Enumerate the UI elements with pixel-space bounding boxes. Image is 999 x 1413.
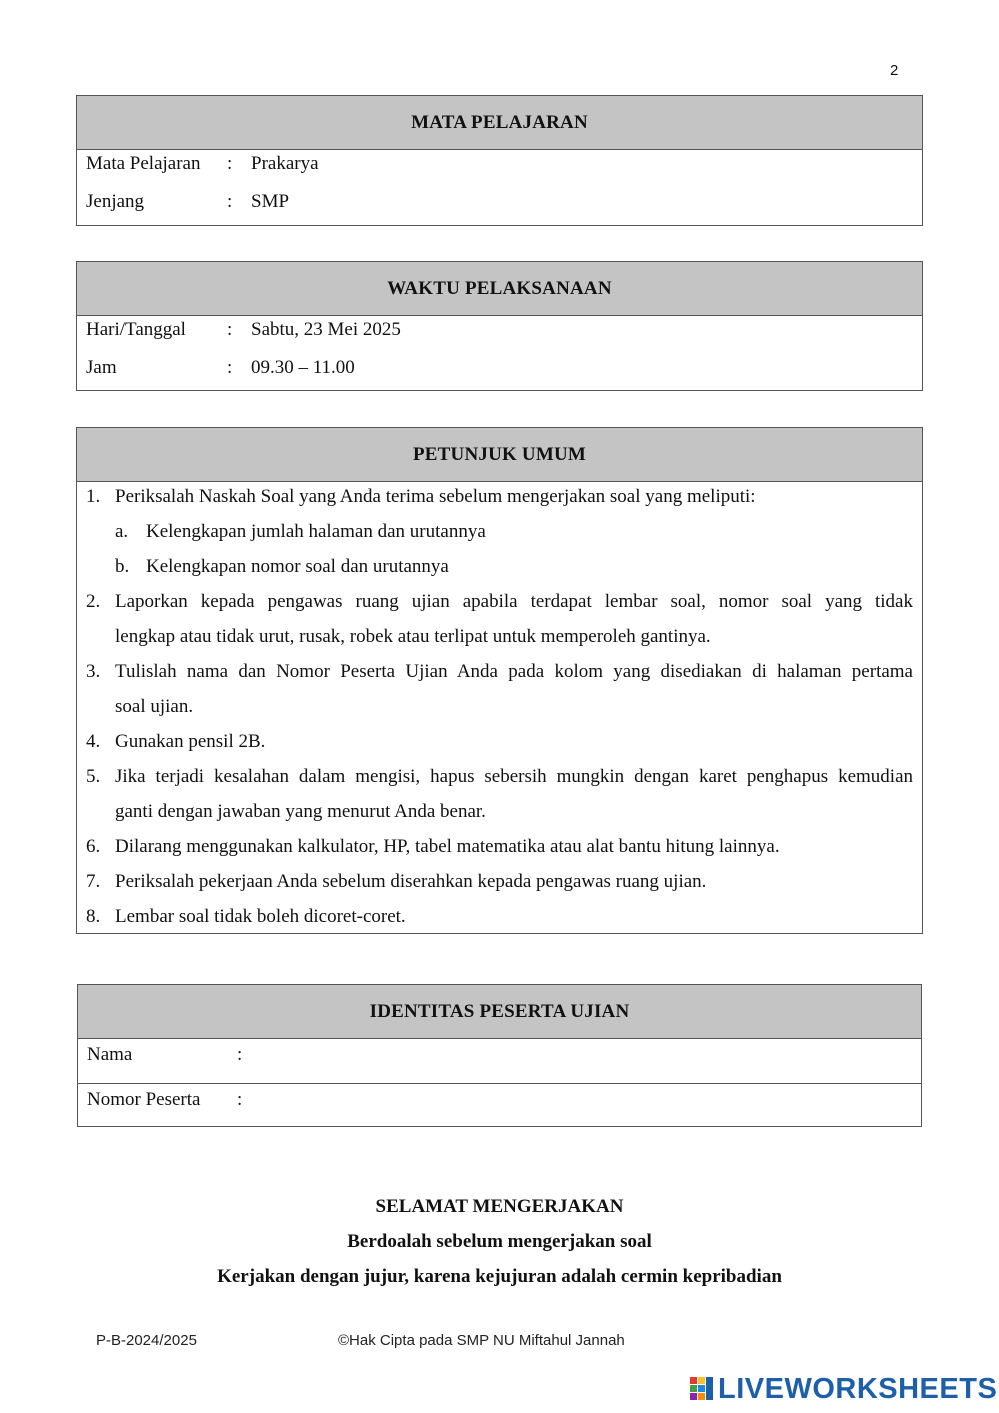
item-number: 5. [86, 766, 101, 787]
subitem-letter: b. [115, 556, 130, 577]
participant-number-label: Nomor Peserta [87, 1089, 201, 1110]
subject-value: Prakarya [251, 153, 319, 174]
list-subitem [77, 549, 922, 584]
time-colon: : [227, 357, 233, 378]
list-item [77, 759, 922, 794]
date-colon: : [227, 319, 233, 340]
item-text: Laporkan kepada pengawas ruang ujian apabila terdapat lembar soal, nomor soal yang tidak [115, 591, 913, 612]
participant-identity-title: IDENTITAS PESERTA UJIAN [78, 985, 921, 1039]
instructions-box-title: PETUNJUK UMUM [77, 428, 922, 482]
closing-greeting: SELAMAT MENGERJAKAN [375, 1196, 624, 1217]
level-label: Jenjang [86, 191, 145, 212]
item-number: 2. [86, 591, 101, 612]
subject-box [76, 95, 923, 226]
name-label: Nama [87, 1044, 133, 1065]
list-subitem [77, 514, 922, 549]
item-text: Lembar soal tidak boleh dicoret-coret. [115, 906, 406, 927]
time-label: Jam [86, 357, 117, 378]
subject-label: Mata Pelajaran [86, 153, 201, 174]
closing-prayer: Berdoalah sebelum mengerjakan soal [347, 1231, 652, 1252]
list-item [77, 829, 922, 864]
item-text: ganti dengan jawaban yang menurut Anda benar. [115, 801, 486, 822]
list-item-continuation [77, 689, 922, 724]
subject-row [77, 150, 922, 188]
participant-number-field-row[interactable] [78, 1084, 921, 1128]
liveworksheets-logo [690, 1372, 997, 1406]
item-text: Periksalah Naskah Soal yang Anda terima sebelum mengerjakan soal yang meliputi: [115, 486, 756, 507]
date-row [77, 316, 922, 354]
time-row [77, 354, 922, 392]
item-text: Gunakan pensil 2B. [115, 731, 266, 752]
item-number: 6. [86, 836, 101, 857]
item-text: soal ujian. [115, 696, 194, 717]
list-item-continuation [77, 794, 922, 829]
instructions-box [76, 427, 923, 934]
participant-identity-box [77, 984, 922, 1127]
list-item [77, 479, 922, 514]
schedule-box-title: WAKTU PELAKSANAAN [77, 262, 922, 316]
schedule-box [76, 261, 923, 391]
list-item [77, 584, 922, 619]
list-item-continuation [77, 619, 922, 654]
item-text: Jika terjadi kesalahan dalam mengisi, hapus sebersih mungkin dengan karet penghapus kemudian [115, 766, 913, 787]
date-value: Sabtu, 23 Mei 2025 [251, 319, 401, 340]
list-item [77, 654, 922, 689]
subject-colon: : [227, 153, 233, 174]
participant-number-colon: : [237, 1089, 243, 1110]
item-text: lengkap atau tidak urut, rusak, robek atau terlipat untuk memperoleh gantinya. [115, 626, 711, 647]
closing-honesty: Kerjakan dengan jujur, karena kejujuran adalah cermin kepribadian [217, 1266, 782, 1287]
subject-box-title: MATA PELAJARAN [77, 96, 922, 150]
item-number: 3. [86, 661, 101, 682]
list-item [77, 724, 922, 759]
subitem-letter: a. [115, 521, 129, 542]
level-value: SMP [251, 191, 290, 212]
item-number: 4. [86, 731, 101, 752]
item-text: Dilarang menggunakan kalkulator, HP, tabel matematika atau alat bantu hitung lainnya. [115, 836, 780, 857]
page-number: 2 [890, 62, 899, 79]
item-text: Periksalah pekerjaan Anda sebelum diserahkan kepada pengawas ruang ujian. [115, 871, 707, 892]
item-number: 8. [86, 906, 101, 927]
liveworksheets-text: LIVEWORKSHEETS [718, 1372, 998, 1405]
subitem-text: Kelengkapan nomor soal dan urutannya [146, 556, 449, 577]
footer-copyright: ©Hak Cipta pada SMP NU Miftahul Jannah [338, 1332, 625, 1349]
name-colon: : [237, 1044, 243, 1065]
time-value: 09.30 – 11.00 [251, 357, 355, 378]
footer-code: P-B-2024/2025 [96, 1332, 197, 1349]
item-number: 1. [86, 486, 101, 507]
name-field-row[interactable] [78, 1039, 921, 1084]
subitem-text: Kelengkapan jumlah halaman dan urutannya [146, 521, 486, 542]
item-number: 7. [86, 871, 101, 892]
date-label: Hari/Tanggal [86, 319, 186, 340]
liveworksheets-logo-icon [690, 1377, 714, 1401]
level-colon: : [227, 191, 233, 212]
level-row [77, 188, 922, 226]
item-text: Tulislah nama dan Nomor Peserta Ujian Anda pada kolom yang disediakan di halaman pertama [115, 661, 913, 682]
list-item [77, 899, 922, 934]
list-item [77, 864, 922, 899]
